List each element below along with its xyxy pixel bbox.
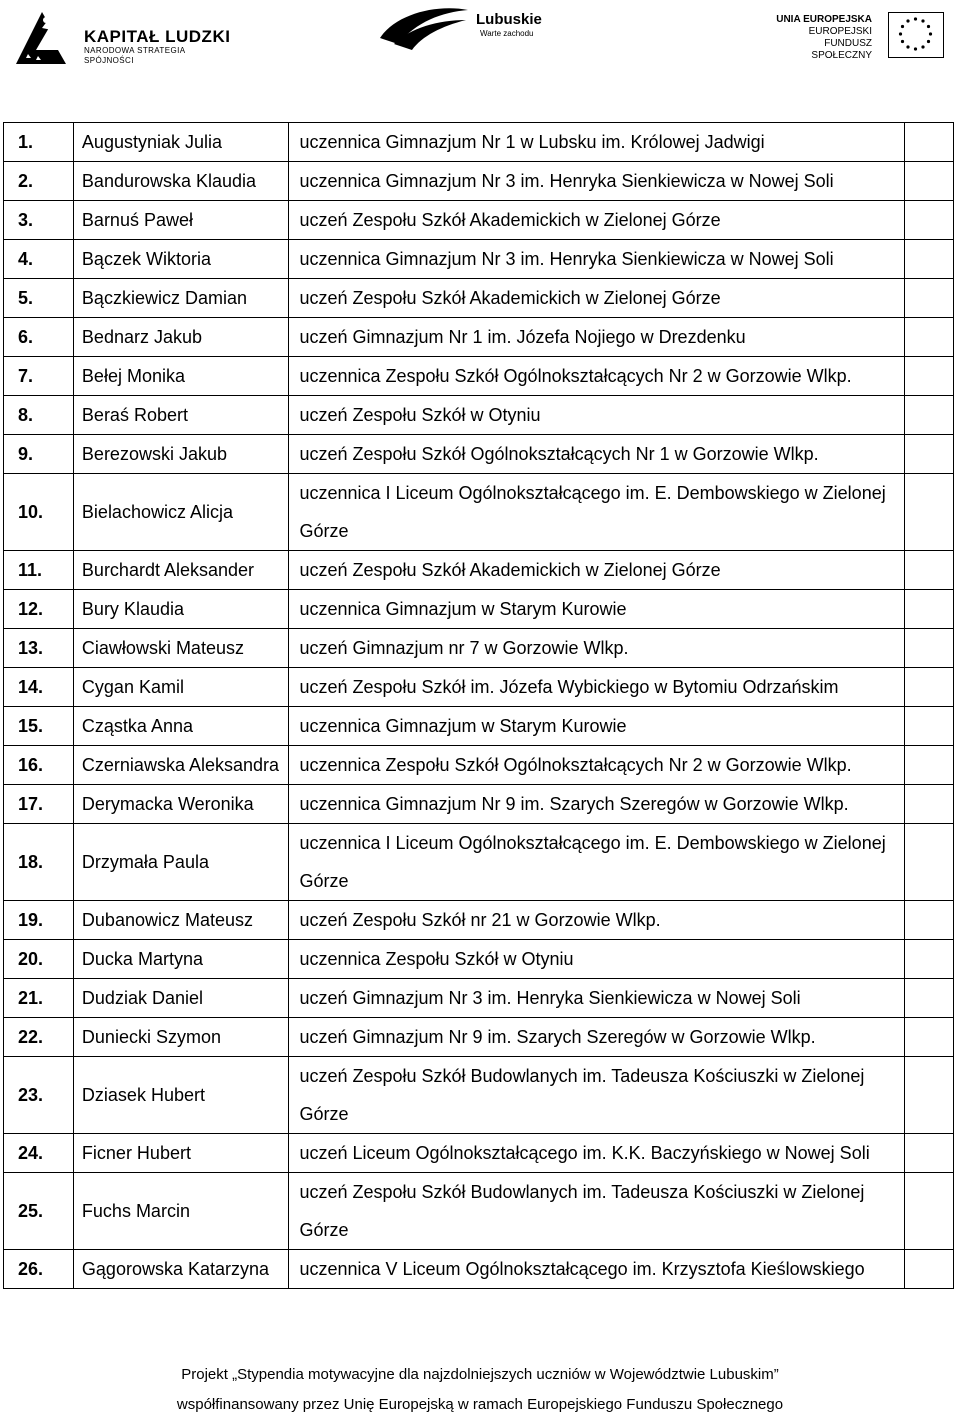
empty-cell bbox=[904, 162, 953, 201]
row-number: 21. bbox=[4, 979, 74, 1018]
student-name: Berezowski Jakub bbox=[73, 435, 289, 474]
table-row bbox=[4, 1018, 954, 1057]
student-school: uczennica Gimnazjum Nr 3 im. Henryka Sienkiewicza w Nowej Soli bbox=[289, 162, 904, 201]
row-number: 16. bbox=[4, 746, 74, 785]
eu-line-1: UNIA EUROPEJSKA bbox=[776, 14, 872, 25]
row-number: 8. bbox=[4, 396, 74, 435]
student-name: Dubanowicz Mateusz bbox=[73, 901, 289, 940]
empty-cell bbox=[904, 707, 953, 746]
student-school: uczeń Zespołu Szkół Ogólnokształcących Nr 1 w Gorzowie Wlkp. bbox=[289, 435, 904, 474]
student-school: uczeń Zespołu Szkół w Otyniu bbox=[289, 396, 904, 435]
eu-flag-icon bbox=[888, 12, 944, 58]
empty-cell bbox=[904, 123, 953, 162]
row-number: 7. bbox=[4, 357, 74, 396]
row-number: 9. bbox=[4, 435, 74, 474]
table-row bbox=[4, 1250, 954, 1289]
empty-cell bbox=[904, 279, 953, 318]
row-number: 15. bbox=[4, 707, 74, 746]
empty-cell bbox=[904, 979, 953, 1018]
student-school: uczennica Gimnazjum Nr 9 im. Szarych Szeregów w Gorzowie Wlkp. bbox=[289, 785, 904, 824]
student-name: Derymacka Weronika bbox=[73, 785, 289, 824]
table-row bbox=[4, 590, 954, 629]
table-row bbox=[4, 551, 954, 590]
row-number: 17. bbox=[4, 785, 74, 824]
empty-cell bbox=[904, 435, 953, 474]
lubuskie-subtitle: Warte zachodu bbox=[480, 29, 534, 38]
student-name: Bełej Monika bbox=[73, 357, 289, 396]
empty-cell bbox=[904, 240, 953, 279]
table-row bbox=[4, 940, 954, 979]
student-school: uczeń Liceum Ogólnokształcącego im. K.K. Baczyńskiego w Nowej Soli bbox=[289, 1134, 904, 1173]
empty-cell bbox=[904, 590, 953, 629]
kapital-ludzki-name: KAPITAŁ LUDZKI bbox=[84, 27, 231, 46]
empty-cell bbox=[904, 901, 953, 940]
row-number: 19. bbox=[4, 901, 74, 940]
student-school: uczeń Zespołu Szkół im. Józefa Wybickiego w Bytomiu Odrzańskim bbox=[289, 668, 904, 707]
row-number: 11. bbox=[4, 551, 74, 590]
row-number: 23. bbox=[4, 1057, 74, 1134]
kapital-ludzki-subtitle: NARODOWA STRATEGIA SPÓJNOŚCI bbox=[84, 46, 185, 65]
row-number: 4. bbox=[4, 240, 74, 279]
row-number: 10. bbox=[4, 474, 74, 551]
table-row bbox=[4, 162, 954, 201]
row-number: 20. bbox=[4, 940, 74, 979]
student-school: uczeń Gimnazjum Nr 3 im. Henryka Sienkiewicza w Nowej Soli bbox=[289, 979, 904, 1018]
student-name: Bączek Wiktoria bbox=[73, 240, 289, 279]
footer-project-line: Projekt „Stypendia motywacyjne dla najzdolniejszych uczniów w Województwie Lubuskim” bbox=[181, 1366, 779, 1383]
table-row bbox=[4, 318, 954, 357]
empty-cell bbox=[904, 474, 953, 551]
table-row bbox=[4, 1057, 954, 1134]
row-number: 5. bbox=[4, 279, 74, 318]
kapital-ludzki-logo bbox=[12, 6, 232, 70]
student-school: uczennica V Liceum Ogólnokształcącego im. Krzysztofa Kieślowskiego bbox=[289, 1250, 904, 1289]
table-row bbox=[4, 746, 954, 785]
empty-cell bbox=[904, 629, 953, 668]
row-number: 26. bbox=[4, 1250, 74, 1289]
empty-cell bbox=[904, 668, 953, 707]
table-row bbox=[4, 824, 954, 901]
student-name: Augustyniak Julia bbox=[73, 123, 289, 162]
empty-cell bbox=[904, 1173, 953, 1250]
table-row bbox=[4, 901, 954, 940]
row-number: 6. bbox=[4, 318, 74, 357]
table-row bbox=[4, 629, 954, 668]
student-school: uczeń Zespołu Szkół Budowlanych im. Tadeusza Kościuszki w Zielonej Górze bbox=[289, 1173, 904, 1250]
student-school: uczeń Zespołu Szkół Akademickich w Zielonej Górze bbox=[289, 551, 904, 590]
row-number: 22. bbox=[4, 1018, 74, 1057]
empty-cell bbox=[904, 785, 953, 824]
student-school: uczennica Gimnazjum w Starym Kurowie bbox=[289, 707, 904, 746]
table-row bbox=[4, 1134, 954, 1173]
table-row bbox=[4, 123, 954, 162]
empty-cell bbox=[904, 357, 953, 396]
table-row bbox=[4, 357, 954, 396]
student-school: uczennica Gimnazjum w Starym Kurowie bbox=[289, 590, 904, 629]
student-school: uczeń Zespołu Szkół Akademickich w Zielonej Górze bbox=[289, 279, 904, 318]
student-name: Bandurowska Klaudia bbox=[73, 162, 289, 201]
student-list-body bbox=[4, 123, 954, 1289]
lubuskie-name: Lubuskie bbox=[476, 11, 542, 28]
empty-cell bbox=[904, 318, 953, 357]
lubuskie-swoosh-icon bbox=[376, 4, 472, 54]
table-row bbox=[4, 474, 954, 551]
kapital-ludzki-text bbox=[84, 28, 232, 66]
student-name: Cząstka Anna bbox=[73, 707, 289, 746]
empty-cell bbox=[904, 940, 953, 979]
empty-cell bbox=[904, 1134, 953, 1173]
student-name: Czerniawska Aleksandra bbox=[73, 746, 289, 785]
page-footer bbox=[0, 1360, 960, 1420]
empty-cell bbox=[904, 746, 953, 785]
empty-cell bbox=[904, 551, 953, 590]
row-number: 25. bbox=[4, 1173, 74, 1250]
table-row bbox=[4, 979, 954, 1018]
student-school: uczennica Zespołu Szkół Ogólnokształcących Nr 2 w Gorzowie Wlkp. bbox=[289, 746, 904, 785]
eu-text bbox=[768, 14, 872, 62]
student-school: uczennica Gimnazjum Nr 3 im. Henryka Sienkiewicza w Nowej Soli bbox=[289, 240, 904, 279]
row-number: 3. bbox=[4, 201, 74, 240]
student-name: Cygan Kamil bbox=[73, 668, 289, 707]
page-header bbox=[0, 0, 960, 80]
student-name: Beraś Robert bbox=[73, 396, 289, 435]
student-school: uczeń Gimnazjum Nr 9 im. Szarych Szeregów w Gorzowie Wlkp. bbox=[289, 1018, 904, 1057]
student-name: Fuchs Marcin bbox=[73, 1173, 289, 1250]
student-school: uczeń Gimnazjum nr 7 w Gorzowie Wlkp. bbox=[289, 629, 904, 668]
table-row bbox=[4, 396, 954, 435]
row-number: 12. bbox=[4, 590, 74, 629]
lubuskie-logo bbox=[376, 4, 556, 54]
eu-line-2: EUROPEJSKI bbox=[808, 26, 872, 37]
student-name: Bednarz Jakub bbox=[73, 318, 289, 357]
row-number: 14. bbox=[4, 668, 74, 707]
student-school: uczeń Zespołu Szkół Budowlanych im. Tadeusza Kościuszki w Zielonej Górze bbox=[289, 1057, 904, 1134]
student-name: Ficner Hubert bbox=[73, 1134, 289, 1173]
student-school: uczennica I Liceum Ogólnokształcącego im. E. Dembowskiego w Zielonej Górze bbox=[289, 824, 904, 901]
student-school: uczeń Zespołu Szkół nr 21 w Gorzowie Wlkp. bbox=[289, 901, 904, 940]
student-name: Duniecki Szymon bbox=[73, 1018, 289, 1057]
empty-cell bbox=[904, 396, 953, 435]
empty-cell bbox=[904, 201, 953, 240]
empty-cell bbox=[904, 824, 953, 901]
footer-funding-line: współfinansowany przez Unię Europejską w ramach Europejskiego Funduszu Społecznego bbox=[176, 1396, 784, 1413]
eu-logo bbox=[768, 12, 948, 62]
student-name: Gągorowska Katarzyna bbox=[73, 1250, 289, 1289]
empty-cell bbox=[904, 1250, 953, 1289]
student-school: uczeń Gimnazjum Nr 1 im. Józefa Nojiego w Drezdenku bbox=[289, 318, 904, 357]
table-row bbox=[4, 707, 954, 746]
table-row bbox=[4, 785, 954, 824]
student-name: Ducka Martyna bbox=[73, 940, 289, 979]
student-school: uczennica Zespołu Szkół Ogólnokształcących Nr 2 w Gorzowie Wlkp. bbox=[289, 357, 904, 396]
student-name: Bury Klaudia bbox=[73, 590, 289, 629]
table-row bbox=[4, 201, 954, 240]
student-name: Dudziak Daniel bbox=[73, 979, 289, 1018]
table-row bbox=[4, 240, 954, 279]
table-row bbox=[4, 435, 954, 474]
empty-cell bbox=[904, 1057, 953, 1134]
eu-line-3: FUNDUSZ SPOŁECZNY bbox=[811, 38, 872, 61]
table-row bbox=[4, 1173, 954, 1250]
table-row bbox=[4, 279, 954, 318]
student-list-table bbox=[3, 122, 954, 1289]
student-name: Bączkiewicz Damian bbox=[73, 279, 289, 318]
table-row bbox=[4, 668, 954, 707]
kapital-ludzki-emblem-icon bbox=[12, 6, 72, 70]
row-number: 24. bbox=[4, 1134, 74, 1173]
student-school: uczennica Zespołu Szkół w Otyniu bbox=[289, 940, 904, 979]
empty-cell bbox=[904, 1018, 953, 1057]
student-name: Ciawłowski Mateusz bbox=[73, 629, 289, 668]
student-school: uczennica I Liceum Ogólnokształcącego im. E. Dembowskiego w Zielonej Górze bbox=[289, 474, 904, 551]
student-name: Barnuś Paweł bbox=[73, 201, 289, 240]
row-number: 18. bbox=[4, 824, 74, 901]
row-number: 13. bbox=[4, 629, 74, 668]
row-number: 1. bbox=[4, 123, 74, 162]
student-name: Bielachowicz Alicja bbox=[73, 474, 289, 551]
student-school: uczeń Zespołu Szkół Akademickich w Zielonej Górze bbox=[289, 201, 904, 240]
student-name: Burchardt Aleksander bbox=[73, 551, 289, 590]
student-name: Drzymała Paula bbox=[73, 824, 289, 901]
student-school: uczennica Gimnazjum Nr 1 w Lubsku im. Królowej Jadwigi bbox=[289, 123, 904, 162]
row-number: 2. bbox=[4, 162, 74, 201]
student-name: Dziasek Hubert bbox=[73, 1057, 289, 1134]
